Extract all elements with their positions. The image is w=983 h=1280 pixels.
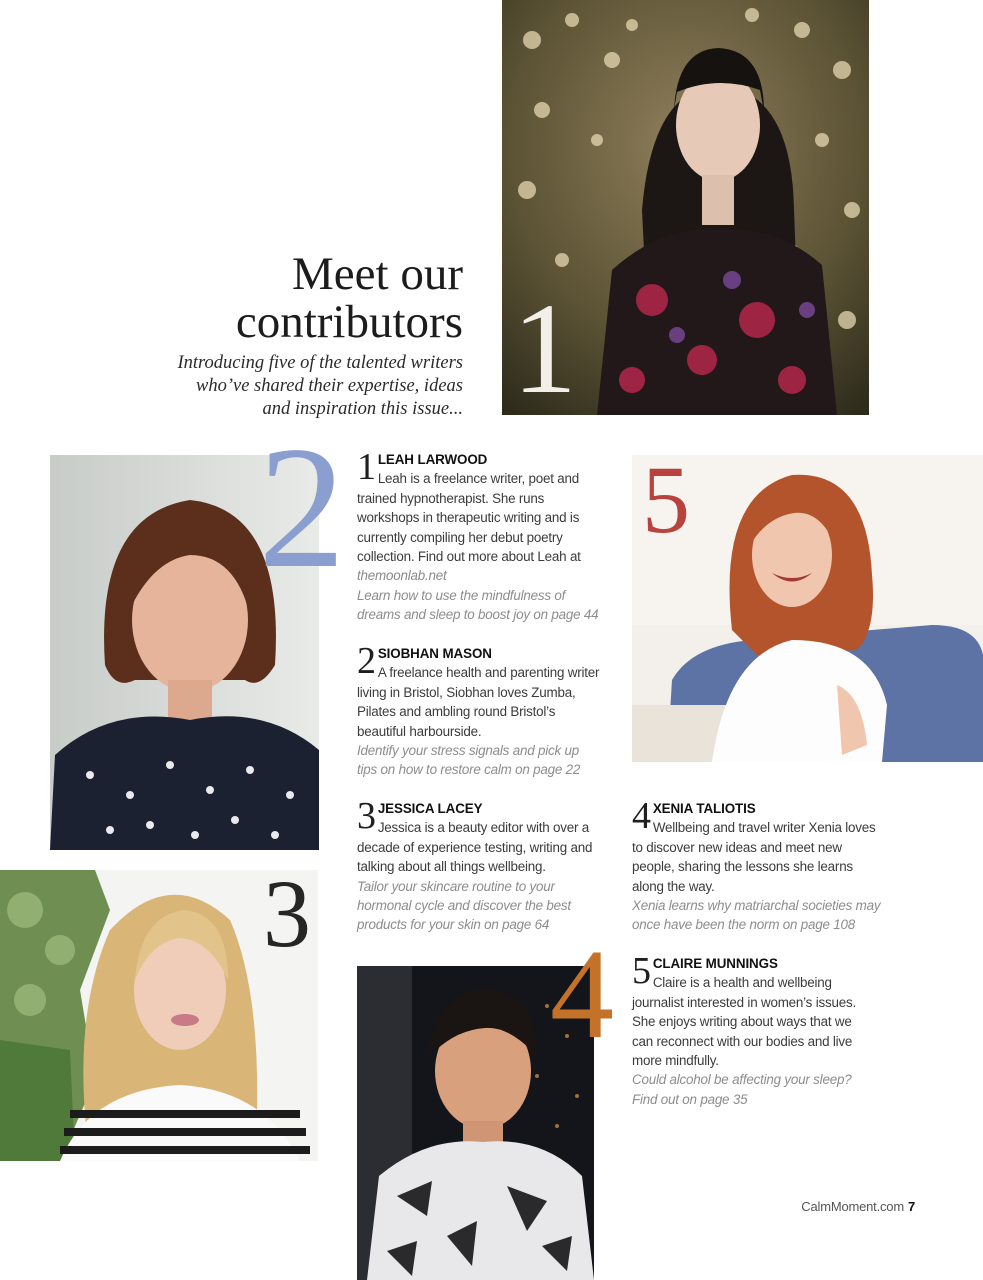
page-title: [103, 250, 463, 346]
article-teaser: Could alcohol be affecting your sleep? Find out on page 35: [632, 1072, 852, 1107]
bio-number: 5: [632, 950, 651, 992]
numeral-1: 1: [512, 277, 577, 421]
page-number: 7: [907, 1199, 915, 1214]
page-footer: [801, 1199, 915, 1214]
bio-text: Leah is a freelance writer, poet and trained hypnotherapist. She runs workshops in therapeutic writing and is currently compiling her debut poetry collection. Find out more about Leah at: [357, 471, 581, 565]
bio-text: Claire is a health and wellbeing journalist interested in women’s issues. She enjoys writing about ways that we can reconnect with our bodies and live more mindfully.: [632, 975, 856, 1069]
contributor-bio-1: [357, 446, 602, 625]
numeral-4: 4: [550, 923, 614, 1065]
contributor-name: JESSICA LACEY: [377, 801, 483, 816]
numeral-3: 3: [263, 860, 311, 967]
bio-text: Wellbeing and travel writer Xenia loves to discover new ideas and meet new people, sharing the lessons she learns along the way.: [632, 820, 876, 894]
article-teaser: Learn how to use the mindfulness of dreams and sleep to boost joy on page 44: [357, 587, 599, 623]
numeral-5: 5: [642, 446, 690, 553]
contributor-name: CLAIRE MUNNINGS: [652, 956, 778, 971]
intro-line-2: who’ve shared their expertise, ideas: [196, 376, 463, 396]
title-line-2: contributors: [235, 296, 463, 348]
bio-number: 3: [357, 795, 376, 837]
article-teaser: Tailor your skincare routine to your hormonal cycle and discover the best products for your skin on page 64: [357, 878, 571, 933]
footer-site: CalmMoment.com: [801, 1199, 904, 1214]
contributor-name: XENIA TALIOTIS: [652, 801, 756, 816]
contributor-bio-3: [357, 795, 597, 935]
intro-line-1: Introducing five of the talented writers: [177, 353, 463, 373]
contributor-bio-5: [632, 950, 872, 1109]
website-link[interactable]: themoonlab.net: [357, 568, 447, 584]
contributor-name: SIOBHAN MASON: [377, 646, 492, 661]
bio-number: 4: [632, 795, 651, 837]
numeral-2: 2: [258, 410, 346, 604]
article-teaser: Xenia learns why matriarchal societies may once have been the norm on page 108: [632, 898, 881, 933]
contributor-name: LEAH LARWOOD: [377, 452, 488, 467]
title-line-1: Meet our: [292, 248, 463, 300]
bio-number: 1: [357, 446, 376, 488]
bio-text: Jessica is a beauty editor with over a decade of experience testing, writing and talking about all things wellbeing.: [357, 820, 593, 875]
article-teaser: Identify your stress signals and pick up tips on how to restore calm on page 22: [357, 743, 581, 778]
contributor-bio-4: [632, 795, 882, 935]
intro-line-3: and inspiration this issue...: [262, 399, 463, 419]
bio-text: A freelance health and parenting writer living in Bristol, Siobhan loves Zumba, Pilates and ambling round Bristol’s beautiful harbourside.: [357, 665, 600, 739]
bio-number: 2: [357, 640, 376, 682]
contributor-bio-2: [357, 640, 602, 780]
